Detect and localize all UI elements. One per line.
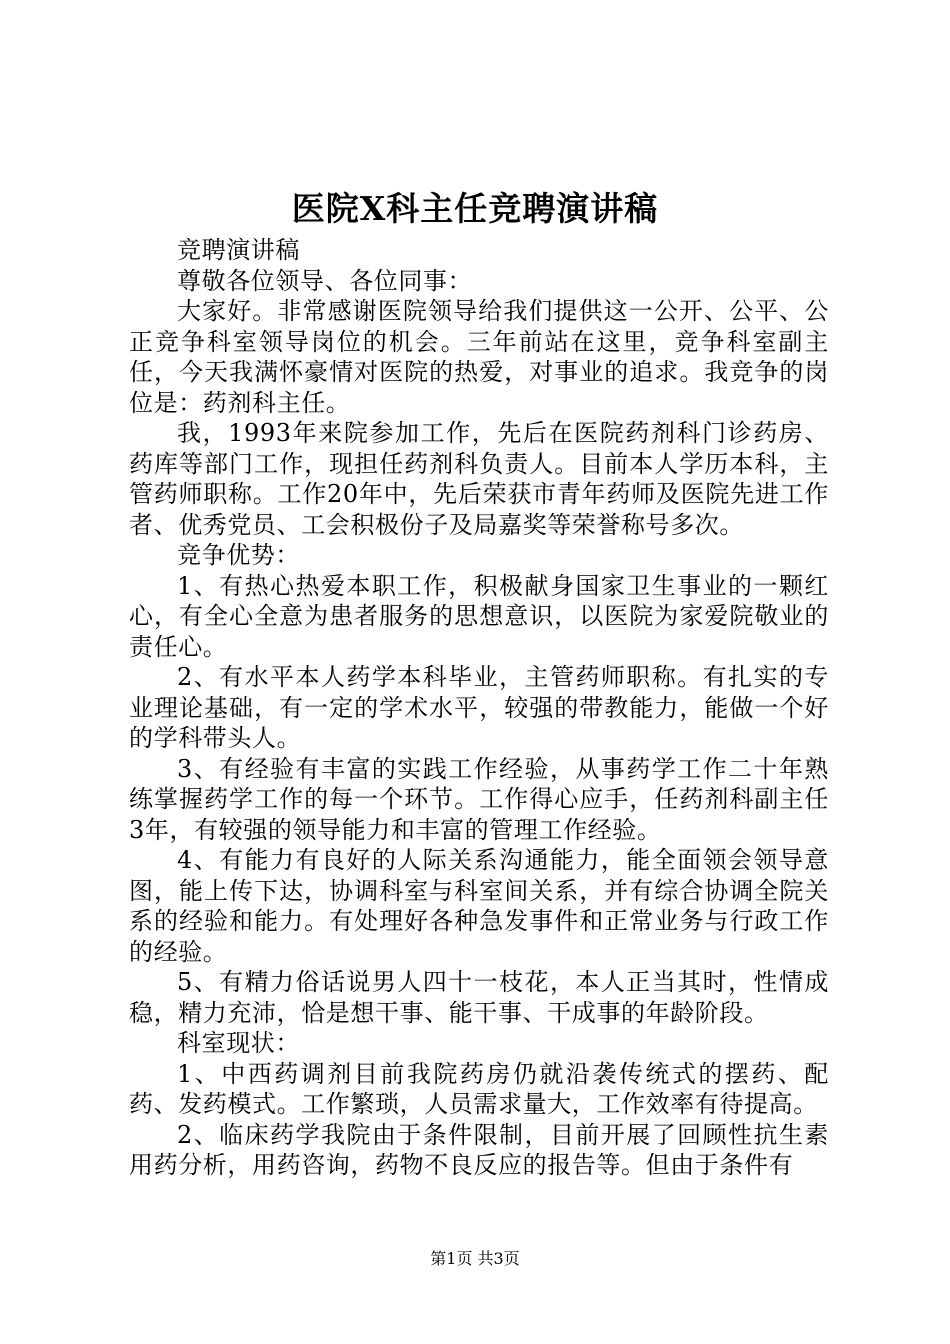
paragraph: 科室现状：: [177, 1029, 300, 1057]
document-body: [129, 235, 829, 1181]
paragraph: 2、有水平本人药学本科毕业，主管药师职称。有扎实的专业理论基础，有一定的学术水平，较强的带教能力，能做一个好的学科带头人。: [129, 663, 829, 752]
paragraph: 我，1993年来院参加工作，先后在医院药剂科门诊药房、药库等部门工作，现担任药剂科负责人。目前本人学历本科，主管药师职称。工作20年中，先后荣获市青年药师及医院先进工作者、优秀党员、工会积极份子及局嘉奖等荣誉称号多次。: [129, 419, 829, 539]
paragraph: 4、有能力有良好的人际关系沟通能力，能全面领会领导意图，能上传下达，协调科室与科室间关系，并有综合协调全院关系的经验和能力。有处理好各种急发事件和正常业务与行政工作的经验。: [129, 846, 829, 966]
paragraph: 1、中西药调剂目前我院药房仍就沿袭传统式的摆药、配药、发药模式。工作繁琐，人员需求量大，工作效率有待提高。: [129, 1059, 829, 1118]
paragraph: 竞聘演讲稿: [177, 236, 300, 264]
paragraph: 5、有精力俗话说男人四十一枝花，本人正当其时，性情成稳，精力充沛，恰是想干事、能干事、干成事的年龄阶段。: [129, 968, 829, 1027]
document-title: 医院X科主任竞聘演讲稿: [291, 189, 659, 228]
paragraph: 大家好。非常感谢医院领导给我们提供这一公开、公平、公正竞争科室领导岗位的机会。三年前站在这里，竞争科室副主任，今天我满怀豪情对医院的热爱，对事业的追求。我竞争的岗位是：药剂科主任。: [129, 297, 829, 417]
paragraph: 2、临床药学我院由于条件限制，目前开展了回顾性抗生素用药分析，用药咨询，药物不良反应的报告等。但由于条件有: [129, 1120, 829, 1179]
paragraph: 尊敬各位领导、各位同事：: [177, 266, 473, 295]
page-number-footer: 第1页 共3页: [430, 1249, 520, 1268]
paragraph: 1、有热心热爱本职工作，积极献身国家卫生事业的一颗红心，有全心全意为患者服务的思想意识，以医院为家爱院敬业的责任心。: [129, 571, 829, 661]
paragraph: 竞争优势：: [177, 541, 300, 569]
paragraph: 3、有经验有丰富的实践工作经验，从事药学工作二十年熟练掌握药学工作的每一个环节。工作得心应手，任药剂科副主任3年，有较强的领导能力和丰富的管理工作经验。: [129, 754, 829, 844]
